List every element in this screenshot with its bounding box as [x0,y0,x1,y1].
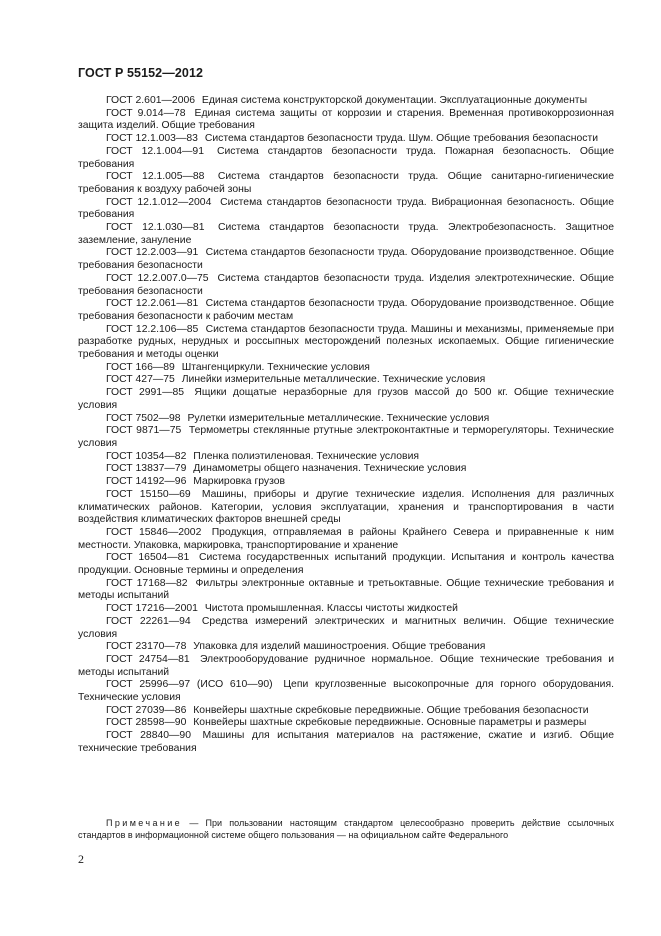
reference-code: ГОСТ 14192—96 [106,476,187,488]
reference-code: ГОСТ 28840—90 [106,730,191,742]
reference-title: Ящики дощатые неразборные для грузов массой до 500 кг. Общие технические условия [78,387,614,411]
reference-item [78,374,614,387]
reference-item [78,273,614,298]
reference-title: Термометры стеклянные ртутные электроконтактные и терморегуляторы. Технические условия [78,425,614,449]
reference-code: ГОСТ 166—89 [106,361,175,373]
reference-code: ГОСТ 13837—79 [106,463,187,475]
reference-item [78,362,614,375]
reference-title: Единая система конструкторской документации. Эксплуатационные документы [201,95,588,106]
reference-item [78,133,614,146]
reference-title: Чистота промышленная. Классы чистоты жидкостей [204,603,458,615]
reference-title: Продукция, отправляемая в районы Крайнего Севера и приравненные к ним местности. Упаковка, маркировка, транспортирование и хранение [78,526,614,551]
reference-code: ГОСТ 2.601—2006 [106,95,196,106]
reference-code: ГОСТ 12.1.030—81 [106,222,205,234]
reference-code: ГОСТ 12.2.007.0—75 [106,272,209,284]
page-number: 2 [78,852,84,866]
reference-code: ГОСТ 24754—81 [106,653,190,665]
reference-title: Система стандартов безопасности труда. Изделия электротехнические. Общие требования безопасности [78,272,615,297]
reference-title: Рулетки измерительные металлические. Технические условия [187,412,490,424]
reference-code: ГОСТ 22261—94 [106,615,191,627]
reference-title: Система стандартов безопасности труда. Общие санитарно-гигиенические требования к воздуху рабочей зоны [78,171,614,195]
reference-title: Система стандартов безопасности труда. Пожарная безопасность. Общие требования [78,145,614,170]
normative-references-list [78,95,614,756]
reference-title: Машины, приборы и другие технические изделия. Исполнения для различных климатических районов. Категории, условия эксплуатации, хранения и транспортирования в части воздействия климатических факторов внешней среды [78,488,614,526]
reference-code: ГОСТ 12.1.003—83 [106,133,198,145]
reference-title: Система стандартов безопасности труда. Оборудование производственное. Общие требования безопасности к рабочим местам [78,298,615,322]
reference-code: ГОСТ 25996—97 (ИСО 610—90) [106,679,273,691]
reference-code: ГОСТ 27039—86 [106,704,187,716]
reference-code: ГОСТ 12.1.005—88 [106,171,205,183]
reference-item [78,222,614,247]
reference-item [78,451,614,464]
reference-title: Система стандартов безопасности труда. Шум. Общие требования безопасности [204,133,599,145]
reference-title: Система стандартов безопасности труда. Вибрационная безопасность. Общие требования [78,196,614,221]
reference-title: Система стандартов безопасности труда. Машины и механизмы, применяемые при разработке рудных, нерудных и россыпных месторождений полезных ископаемых. Общие гигиенические требования и методы оценки [78,323,614,361]
reference-item [78,387,614,412]
reference-code: ГОСТ 17168—82 [106,577,188,589]
reference-title: Упаковка для изделий машиностроения. Общие требования [193,641,486,653]
reference-item [78,413,614,426]
reference-title: Система стандартов безопасности труда. Оборудование производственное. Общие требования безопасности [78,247,615,272]
reference-item [78,679,614,704]
reference-code: ГОСТ 28598—90 [106,717,187,729]
reference-code: ГОСТ 427—75 [106,374,175,386]
reference-item [78,463,614,476]
reference-item [78,717,614,730]
reference-code: ГОСТ 12.2.061—81 [106,298,199,310]
reference-code: ГОСТ 15150—69 [106,488,191,500]
note-label: Примечание [106,818,183,828]
reference-title: Штангенциркули. Технические условия [181,361,370,373]
standard-header: ГОСТ Р 55152—2012 [78,66,204,80]
reference-code: ГОСТ 10354—82 [106,450,187,462]
reference-item [78,476,614,489]
reference-title: Единая система защиты от коррозии и старения. Временная противокоррозионная защита изделий. Общие требования [78,107,615,132]
reference-item [78,552,614,577]
reference-title: Динамометры общего назначения. Технические условия [193,463,467,475]
reference-title: Система государственных испытаний продукции. Испытания и контроль качества продукции. Основные термины и определения [78,552,615,577]
reference-title: Конвейеры шахтные скребковые передвижные. Основные параметры и размеры [193,717,587,729]
reference-item [78,171,614,196]
reference-item [78,197,614,222]
reference-item [78,247,614,272]
reference-item [78,641,614,654]
reference-item [78,108,614,133]
reference-code: ГОСТ 15846—2002 [106,526,202,538]
reference-item [78,146,614,171]
reference-code: ГОСТ 12.2.003—91 [106,247,199,259]
reference-item [78,425,614,450]
reference-code: ГОСТ 7502—98 [106,412,181,424]
reference-code: ГОСТ 2991—85 [106,387,185,399]
reference-title: Маркировка грузов [193,476,286,488]
reference-title: Система стандартов безопасности труда. Электробезопасность. Защитное заземление, зануление [78,222,614,246]
reference-code: ГОСТ 12.1.012—2004 [106,196,212,208]
reference-item [78,654,614,679]
reference-code: ГОСТ 12.1.004—91 [106,145,204,157]
reference-item [78,527,614,552]
reference-code: ГОСТ 16504—81 [106,552,190,564]
reference-item [78,578,614,603]
reference-code: ГОСТ 9871—75 [106,425,182,437]
reference-title: Линейки измерительные металлические. Технические условия [181,374,486,386]
reference-title: Фильтры электронные октавные и третьоктавные. Общие технические требования и методы испытаний [78,577,614,602]
reference-item [78,489,614,527]
reference-item [78,95,614,108]
reference-item [78,705,614,718]
reference-title: Средства измерений электрических и магнитных величин. Общие технические условия [78,615,615,640]
reference-item [78,324,614,362]
reference-code: ГОСТ 17216—2001 [106,603,198,615]
reference-title: Цепи круглозвенные высокопрочные для горного оборудования. Технические условия [78,679,614,704]
reference-title: Конвейеры шахтные скребковые передвижные. Общие требования безопасности [193,704,589,716]
note-paragraph [78,817,614,842]
reference-item [78,603,614,616]
reference-code: ГОСТ 12.2.106—85 [106,323,199,335]
reference-item [78,616,614,641]
reference-item [78,298,614,323]
reference-title: Пленка полиэтиленовая. Технические условия [193,450,419,462]
reference-code: ГОСТ 9.014—78 [106,107,186,119]
reference-title: Электрооборудование рудничное нормальное. Общие технические требования и методы испытаний [78,653,615,678]
reference-item [78,730,614,755]
reference-title: Машины для испытания материалов на растяжение, сжатие и изгиб. Общие технические требования [78,730,615,754]
reference-code: ГОСТ 23170—78 [106,641,187,653]
note-text: — При пользовании настоящим стандартом целесообразно проверить действие ссылочных стандартов в информационной системе общего пользования — на официальном сайте Федерального [78,818,614,841]
